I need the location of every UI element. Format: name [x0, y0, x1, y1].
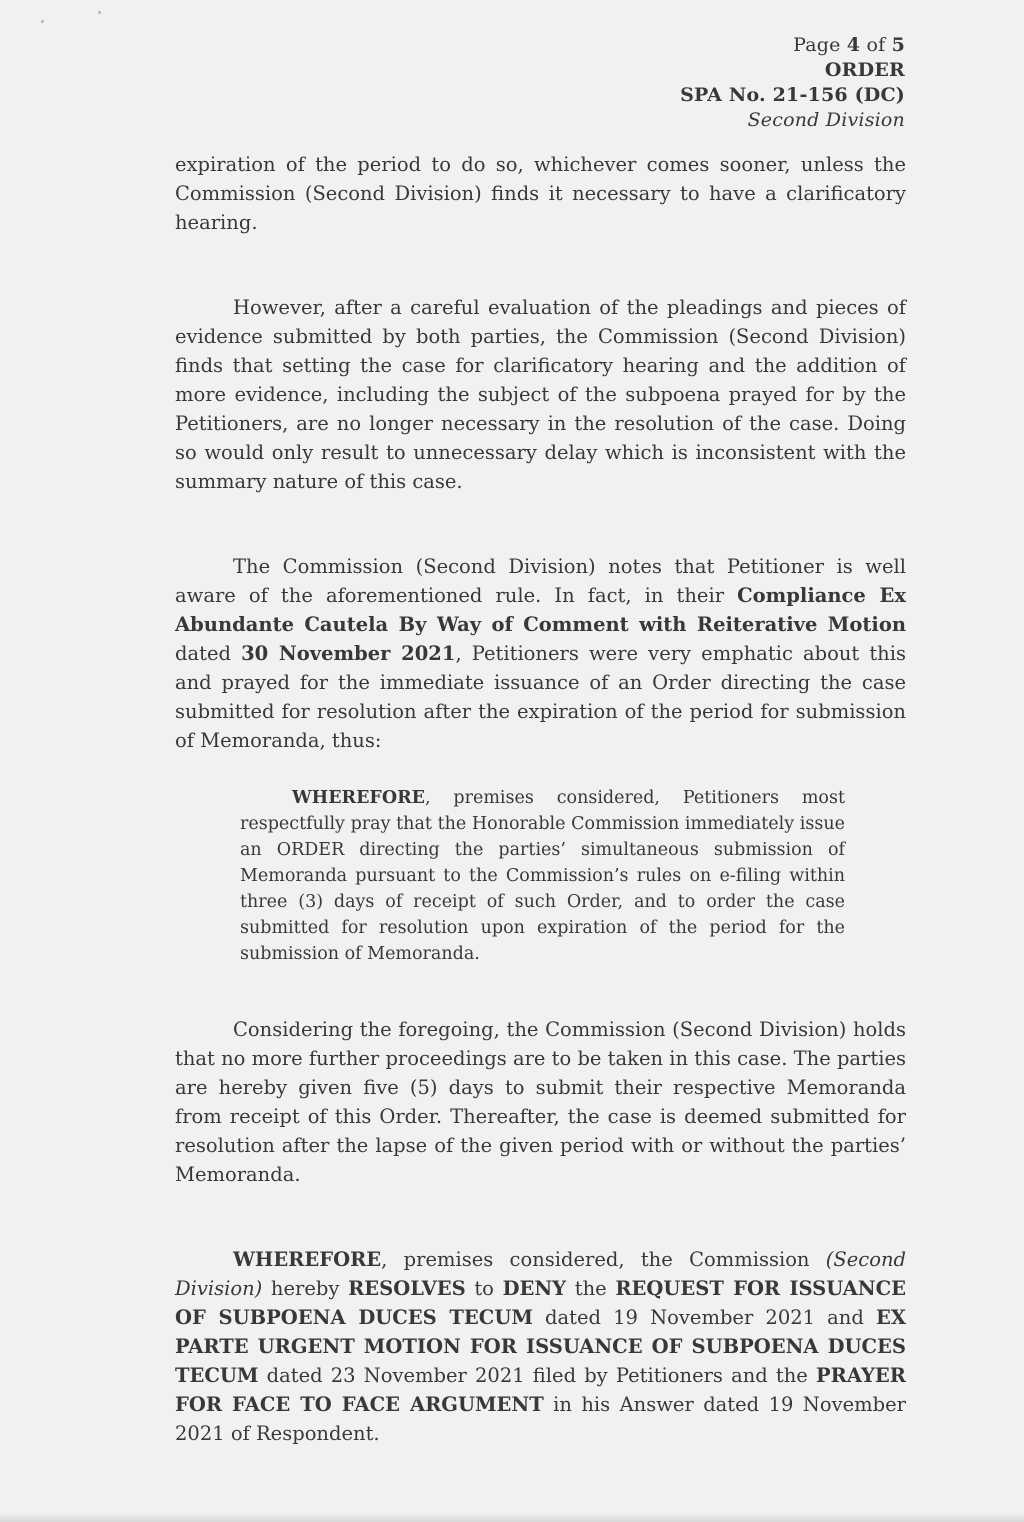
text-run: The Commission (Second Division) notes that Petitioner is well aware of the aforementioned rule. In fact, in their: [175, 555, 906, 607]
text-run: WHEREFORE: [292, 788, 425, 808]
text-run: hereby: [262, 1277, 349, 1300]
page-number: [680, 33, 905, 58]
text-run: dated 19 November 2021 and: [532, 1306, 876, 1329]
text-run: PRAYER FOR FACE TO FACE ARGUMENT: [175, 1364, 906, 1416]
paragraph-dispositive: [175, 1245, 906, 1448]
paragraph-considering: [175, 1015, 906, 1189]
text-run: WHEREFORE: [233, 1248, 382, 1271]
text-run: 4: [846, 34, 861, 56]
text-run: , Petitioners were very emphatic about this and prayed for the immediate issuance of an Order directing the case submitted for resolution after the expiration of the period for submission of Memoranda, thus:: [175, 642, 906, 752]
case-number: SPA No. 21-156 (DC): [680, 84, 905, 106]
page-header: [680, 33, 905, 133]
paragraph-compliance: [175, 552, 906, 755]
document-body: [175, 150, 906, 1448]
text-run: of: [860, 34, 892, 56]
dust-speck: [98, 11, 101, 14]
text-run: to: [465, 1277, 503, 1300]
text-run: in his Answer dated 19 November 2021 of Respondent.: [175, 1393, 906, 1445]
text-run: 5: [891, 34, 905, 56]
text-run: Compliance Ex Abundante Cautela By Way of Comment with Reiterative Motion: [175, 584, 906, 636]
text-run: dated: [175, 642, 242, 665]
text-run: RESOLVES: [348, 1277, 466, 1300]
text-run: , premises considered, Petitioners most respectfully pray that the Honorable Commission immediately issue an ORDER directing the parties’ simultaneous submission of Memoranda pursuant to the Commission’s rules on e-filing within three (3) days of receipt of such Order, and to order the case submitted for resolution upon expiration of the period for the submission of Memoranda.: [240, 788, 845, 964]
text-run: dated 23 November 2021 filed by Petitioners and the: [258, 1364, 816, 1387]
text-run: Considering the foregoing, the Commission (Second Division) holds that no more further proceedings are to be taken in this case. The parties are hereby given five (5) days to submit their respective Memoranda from receipt of this Order. Thereafter, the case is deemed submitted for resolution after the lapse of the given period with or without the parties’ Memoranda.: [175, 1018, 906, 1186]
text-run: EX PARTE URGENT MOTION FOR ISSUANCE OF SUBPOENA DUCES TECUM: [175, 1306, 906, 1387]
paragraph-continuation: [175, 150, 906, 237]
text-run: (Second Division): [175, 1248, 906, 1300]
text-run: REQUEST FOR ISSUANCE OF SUBPOENA DUCES TECUM: [175, 1277, 906, 1329]
dust-speck: [41, 20, 44, 23]
text-run: , premises considered, the Commission: [381, 1248, 826, 1271]
text-run: expiration of the period to do so, whichever comes sooner, unless the Commission (Second Division) finds it necessary to have a clarificatory hearing.: [175, 153, 906, 234]
text-run: 30 November 2021: [241, 642, 456, 665]
text-run: the: [566, 1277, 616, 1300]
document-title: ORDER: [824, 59, 905, 81]
paragraph-evaluation: [175, 293, 906, 496]
text-run: Page: [793, 34, 847, 56]
division-label: Second Division: [747, 109, 905, 131]
blockquote-prayer: [240, 785, 845, 967]
text-run: DENY: [502, 1277, 567, 1300]
text-run: However, after a careful evaluation of the pleadings and pieces of evidence submitted by both parties, the Commission (Second Division) finds that setting the case for clarificatory hearing and the addition of more evidence, including the subject of the subpoena prayed for by the Petitioners, are no longer necessary in the resolution of the case. Doing so would only result to unnecessary delay which is inconsistent with the summary nature of this case.: [175, 296, 906, 493]
